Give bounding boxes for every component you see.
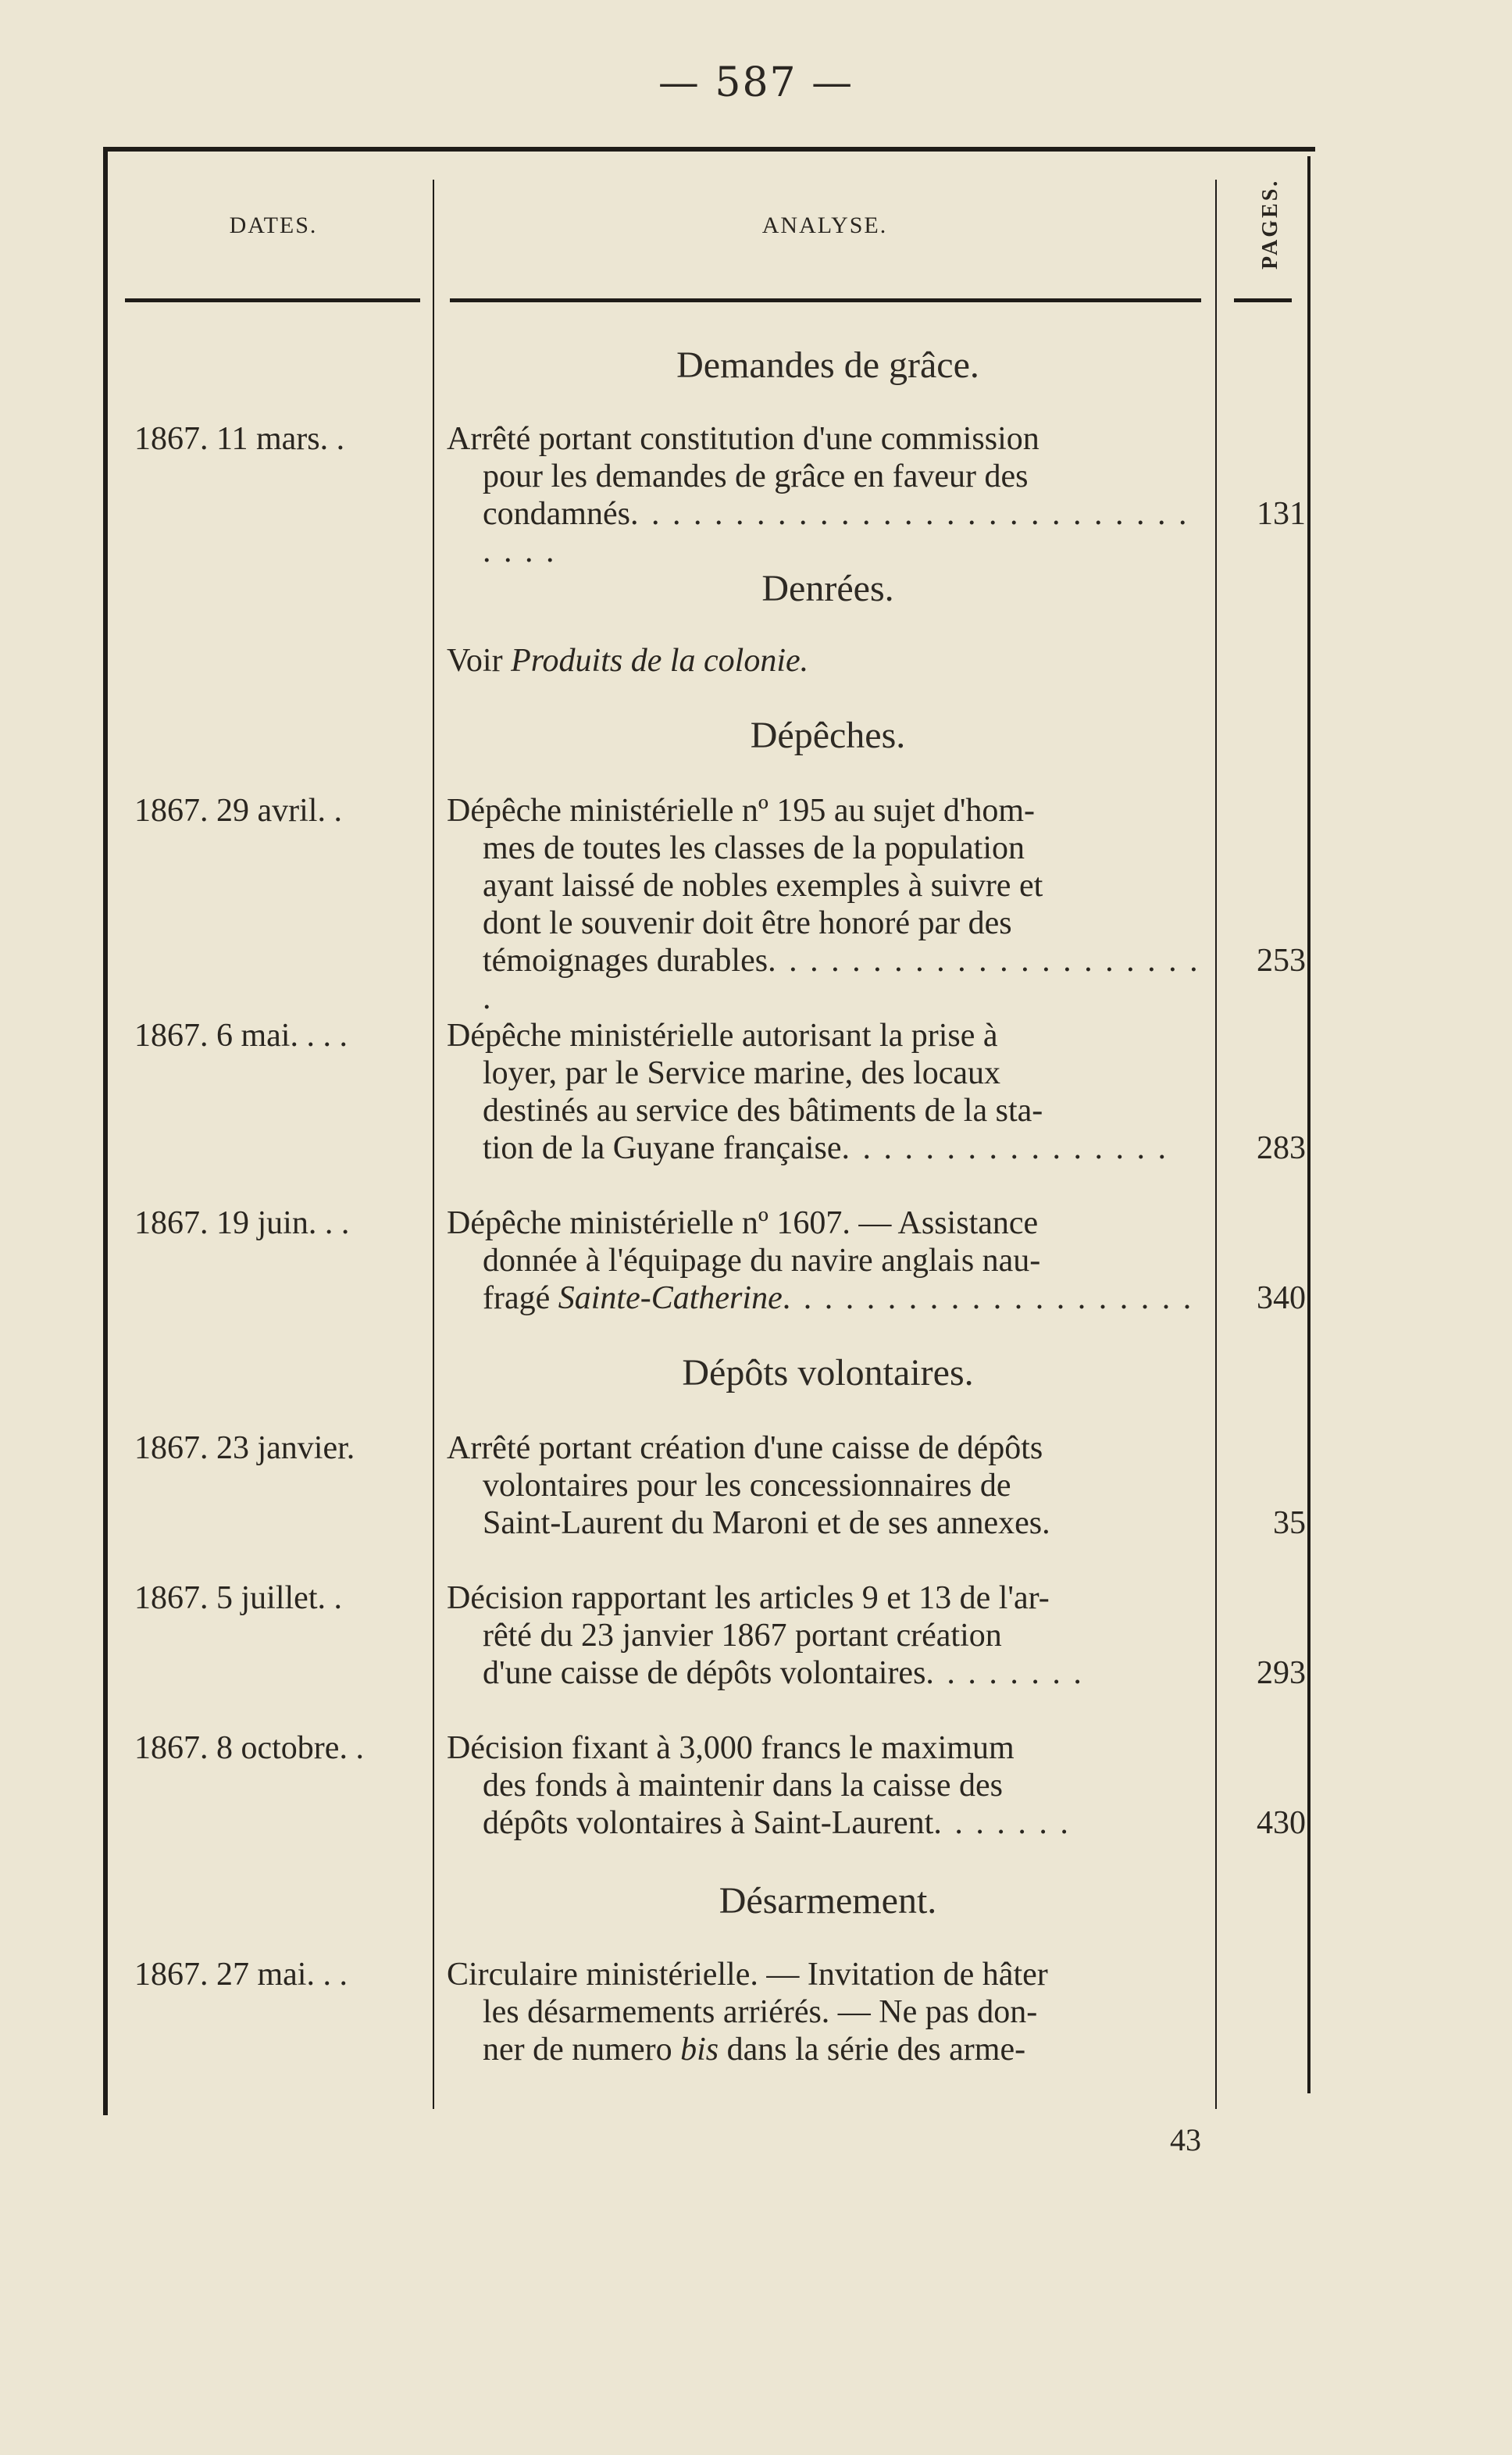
- entry-date: 1867. 5 juillet. .: [134, 1580, 342, 1616]
- right-border: [1307, 156, 1311, 2093]
- section-title: Dépôts volontaires.: [682, 1352, 974, 1393]
- entry-line-text: dépôts volontaires à Saint-Laurent: [483, 1805, 934, 1841]
- entry-line-text: ner de numero: [483, 2032, 681, 2068]
- page-number: — 587 —: [658, 59, 854, 106]
- entry-text: [447, 1579, 1208, 1692]
- entry-text: [447, 1729, 1208, 1842]
- signature-mark: 43: [1170, 2122, 1201, 2157]
- entry-date: 1867. 11 mars. .: [134, 421, 345, 457]
- entry-line-last: [447, 2031, 1208, 2068]
- entry-line: loyer, par le Service marine, des locaux: [483, 1055, 1001, 1091]
- ship-name: Sainte-Catherine: [558, 1280, 783, 1316]
- entry-line-text: fragé: [483, 1280, 551, 1316]
- dot-leader: . . . . . . . .: [925, 1655, 1084, 1691]
- entry-line-text: condamnés: [483, 496, 630, 532]
- left-border: [103, 147, 108, 2115]
- header-dates: DATES.: [229, 212, 318, 238]
- dates-divider: [433, 180, 434, 2109]
- entry-date: 1867. 8 octobre. .: [134, 1730, 364, 1766]
- entry-line: Dépêche ministérielle autorisant la prise à: [447, 1018, 998, 1054]
- entry-line: mes de toutes les classes de la population: [483, 830, 1025, 866]
- entry-line-text: témoignages durables: [483, 943, 768, 979]
- header-underline-pages: [1234, 298, 1292, 302]
- section-title: Denrées.: [761, 568, 894, 609]
- entry-date: 1867. 29 avril. .: [134, 793, 342, 829]
- entry-line: des fonds à maintenir dans la caisse des: [483, 1768, 1003, 1804]
- entry-page: 35: [1273, 1505, 1306, 1541]
- header-pages: PAGES.: [1258, 178, 1282, 269]
- entry-page: 340: [1257, 1280, 1306, 1316]
- entry-page: 131: [1257, 496, 1306, 532]
- entry-line-last: [447, 1129, 1208, 1167]
- dot-leader: . . . . . . . . . . . . . . . . . . . . . . . . . . . . . . .: [483, 496, 1189, 569]
- analysis-divider: [1215, 180, 1217, 2109]
- entry-line-text: dans la série des arme-: [719, 2032, 1026, 2068]
- section-title: Désarmement.: [719, 1880, 937, 1922]
- entry-text: [447, 1204, 1208, 1317]
- header-analyse: ANALYSE.: [761, 212, 888, 238]
- entry-page: 253: [1257, 943, 1306, 979]
- see-also-note: [447, 642, 1208, 680]
- entry-line: Décision rapportant les articles 9 et 13 de l'ar-: [447, 1580, 1050, 1616]
- entry-line: rêté du 23 janvier 1867 portant création: [483, 1618, 1002, 1654]
- entry-line: ayant laissé de nobles exemples à suivre et: [483, 868, 1043, 904]
- entry-line-last: [447, 1279, 1208, 1317]
- entry-text: [447, 420, 1208, 570]
- entry-date: 1867. 6 mai. . . .: [134, 1018, 348, 1054]
- section-title: Dépêches.: [750, 715, 906, 756]
- entry-line: les désarmements arriérés. — Ne pas don-: [483, 1994, 1038, 2030]
- entry-page: 293: [1257, 1655, 1306, 1691]
- entry-line: Décision fixant à 3,000 francs le maximum: [447, 1730, 1015, 1766]
- entry-line: Arrêté portant création d'une caisse de dépôts: [447, 1430, 1043, 1466]
- entry-date: 1867. 19 juin. . .: [134, 1205, 350, 1241]
- entry-line-last: [447, 1654, 1208, 1692]
- entry-text: [447, 1429, 1208, 1542]
- dot-leader: . . . . . . . . . . . . . . . . . . . . . .: [483, 943, 1200, 1016]
- entry-line: Arrêté portant constitution d'une commission: [447, 421, 1040, 457]
- entry-line: donnée à l'équipage du navire anglais nau-: [483, 1243, 1041, 1279]
- see-also-reference: Produits de la colonie.: [511, 643, 809, 679]
- entry-text: [447, 1956, 1208, 2068]
- entry-line: Saint-Laurent du Maroni et de ses annexes.: [483, 1505, 1050, 1541]
- entry-line: dont le souvenir doit être honoré par des: [483, 905, 1012, 941]
- bis-word: bis: [680, 2032, 719, 2068]
- entry-date: 1867. 23 janvier.: [134, 1430, 355, 1466]
- entry-line-last: [447, 1804, 1208, 1842]
- see-also-prefix: Voir: [447, 643, 512, 679]
- header-underline-dates: [125, 298, 420, 302]
- entry-line: Circulaire ministérielle. — Invitation de hâter: [447, 1957, 1048, 1993]
- header-underline-analysis: [450, 298, 1201, 302]
- entry-line-last: [447, 942, 1208, 1017]
- entry-line: pour les demandes de grâce en faveur des: [483, 459, 1029, 494]
- entry-page: 430: [1257, 1805, 1306, 1841]
- entry-page: 283: [1257, 1130, 1306, 1166]
- dot-leader: . . . . . . . . . . . . . . . . . . . .: [782, 1280, 1194, 1316]
- entry-line: Dépêche ministérielle nº 1607. — Assistance: [447, 1205, 1039, 1241]
- top-rule: [103, 147, 1315, 152]
- entry-line: volontaires pour les concessionnaires de: [483, 1468, 1011, 1504]
- entry-text: [447, 1017, 1208, 1167]
- section-title: Demandes de grâce.: [676, 344, 979, 386]
- entry-line: destinés au service des bâtiments de la sta-: [483, 1093, 1043, 1129]
- entry-date: 1867. 27 mai. . .: [134, 1957, 348, 1993]
- entry-line-text: tion de la Guyane française: [483, 1130, 842, 1166]
- entry-text: [447, 792, 1208, 1017]
- dot-leader: . . . . . . .: [933, 1805, 1071, 1841]
- entry-line-text: d'une caisse de dépôts volontaires: [483, 1655, 926, 1691]
- entry-line: Dépêche ministérielle nº 195 au sujet d'hom-: [447, 793, 1036, 829]
- entry-line-last: [447, 495, 1208, 570]
- dot-leader: . . . . . . . . . . . . . . . .: [841, 1130, 1168, 1166]
